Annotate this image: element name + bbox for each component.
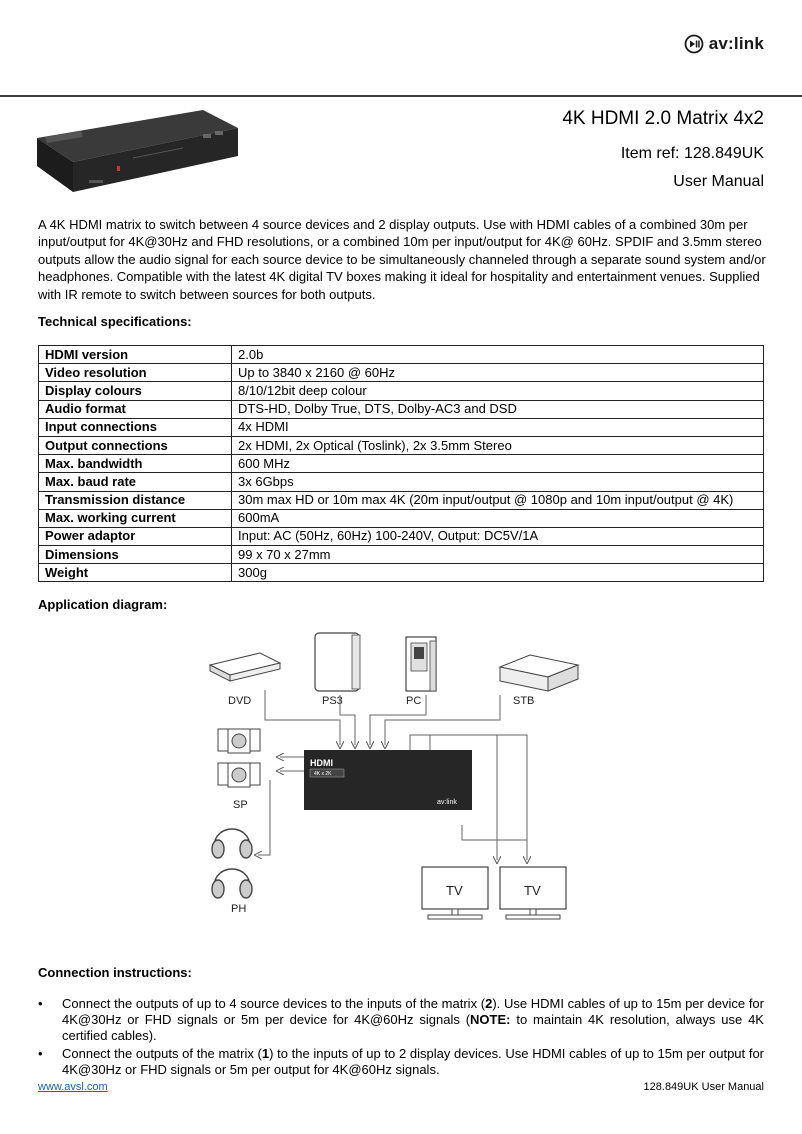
spec-row	[39, 346, 764, 364]
product-photo	[33, 100, 243, 200]
spec-row	[39, 382, 764, 400]
spec-value: 600 MHz	[232, 455, 764, 473]
spec-label: Display colours	[39, 382, 232, 400]
spec-label: Audio format	[39, 400, 232, 418]
dvd-label: DVD	[228, 695, 252, 707]
spec-row	[39, 455, 764, 473]
connection-step: • Connect the outputs of the matrix (1) to the inputs of up to 2 display devices. Use HDMI cables of up to 15m per output for 4K@30Hz or FHD signals or 5m per output for 4K@60Hz signals.	[38, 1046, 764, 1078]
stb-label: STB	[513, 695, 535, 707]
spec-row	[39, 364, 764, 382]
spec-row	[39, 418, 764, 436]
connection-steps	[38, 996, 764, 1080]
spec-label: Video resolution	[39, 364, 232, 382]
spec-label: Output connections	[39, 436, 232, 454]
spec-label: Input connections	[39, 418, 232, 436]
speaker-label: SP	[233, 799, 248, 811]
ps3-label: PS3	[322, 695, 343, 707]
website-link[interactable]: www.avsl.com	[38, 1081, 108, 1093]
spec-value: 600mA	[232, 509, 764, 527]
diagram-heading: Application diagram:	[38, 597, 168, 612]
connection-heading: Connection instructions:	[38, 965, 192, 980]
spec-row	[39, 509, 764, 527]
spec-value: Input: AC (50Hz, 60Hz) 100-240V, Output: DC5V/1A	[232, 527, 764, 545]
speaker-set	[218, 729, 260, 787]
spec-value: DTS-HD, Dolby True, DTS, Dolby-AC3 and DSD	[232, 400, 764, 418]
spec-label: Transmission distance	[39, 491, 232, 509]
spec-value: 99 x 70 x 27mm	[232, 546, 764, 564]
footer-doc-label: 128.849UK User Manual	[643, 1081, 764, 1093]
spec-row	[39, 546, 764, 564]
spec-row	[39, 400, 764, 418]
matrix-res-label: 4K x 2K	[314, 771, 332, 777]
connection-step: • Connect the outputs of up to 4 source devices to the inputs of the matrix (2). Use HDMI cables of up to 15m per device for 4K@30Hz or FHD signals or 5m per device for 4K@60Hz signals (NOTE: to maintain 4K resolution, always use 4K certified cables).	[38, 996, 764, 1044]
spec-row	[39, 527, 764, 545]
spec-label: Dimensions	[39, 546, 232, 564]
header-rule	[0, 95, 802, 97]
matrix-hdmi-label: HDMI	[310, 758, 333, 768]
brand-logo	[684, 34, 764, 54]
logo-text: av:link	[708, 34, 764, 53]
spec-label: Max. bandwidth	[39, 455, 232, 473]
stb-device	[500, 655, 578, 691]
title-block	[562, 107, 764, 192]
spec-value: 3x 6Gbps	[232, 473, 764, 491]
page-title: 4K HDMI 2.0 Matrix 4x2	[562, 108, 764, 129]
application-diagram	[200, 625, 600, 925]
spec-row	[39, 436, 764, 454]
play-pause-logo-icon	[684, 34, 704, 54]
matrix-brand-label: av:link	[437, 799, 457, 806]
spec-row	[39, 564, 764, 582]
ps3-device	[315, 633, 360, 691]
spec-value: 4x HDMI	[232, 418, 764, 436]
audio-cables	[258, 757, 304, 855]
pc-device	[406, 637, 436, 691]
headphones	[212, 829, 252, 898]
doc-type: User Manual	[673, 173, 764, 190]
spec-value: Up to 3840 x 2160 @ 60Hz	[232, 364, 764, 382]
tv-1-label: TV	[446, 883, 463, 898]
intro-paragraph: A 4K HDMI matrix to switch between 4 source devices and 2 display outputs. Use with HDMI cables of a combined 30m per input/output for 4K@30Hz and FHD resolutions, or a combined 10m per input/output for 4K@ 60Hz. SPDIF and 3.5mm stereo outputs allow the audio signal for each source device to be simultaneously channeled through a separate sound system and/or headphones. Compatible with the latest 4K digital TV boxes making it ideal for hospitality and entertainment venues. Supplied with IR remote to switch between sources for both outputs.	[38, 217, 766, 302]
spec-value: 30m max HD or 10m max 4K (20m input/output @ 1080p and 10m input/output @ 4K)	[232, 491, 764, 509]
specs-table	[38, 345, 764, 582]
spec-label: Max. baud rate	[39, 473, 232, 491]
tv-2-label: TV	[524, 883, 541, 898]
item-ref: Item ref: 128.849UK	[620, 145, 764, 162]
spec-label: Weight	[39, 564, 232, 582]
spec-value: 8/10/12bit deep colour	[232, 382, 764, 400]
spec-row	[39, 473, 764, 491]
headphones-label: PH	[231, 903, 247, 915]
spec-label: Power adaptor	[39, 527, 232, 545]
spec-value: 2x HDMI, 2x Optical (Toslink), 2x 3.5mm Stereo	[232, 436, 764, 454]
specs-heading: Technical specifications:	[38, 314, 192, 329]
spec-row	[39, 491, 764, 509]
spec-value: 300g	[232, 564, 764, 582]
matrix-device	[304, 750, 472, 810]
dvd-device	[210, 653, 280, 681]
spec-label: HDMI version	[39, 346, 232, 364]
spec-value: 2.0b	[232, 346, 764, 364]
pc-label: PC	[406, 695, 422, 707]
spec-label: Max. working current	[39, 509, 232, 527]
